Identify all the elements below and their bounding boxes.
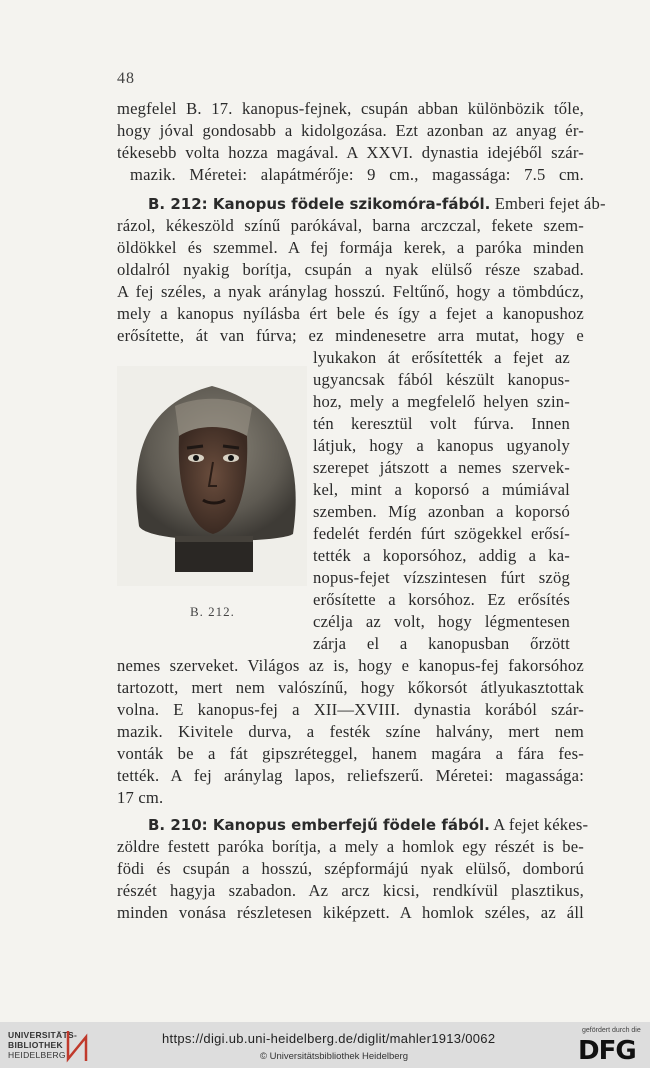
text-line: hogy jóval gondosabb a kidolgozása. Ezt azonban az anyag ér- (117, 121, 584, 140)
university-mark-icon (64, 1029, 90, 1063)
text-line: zöldre festett paróka borítja, a mely a homlok egy részét is be- (117, 837, 584, 856)
figure-caption: B. 212. (190, 604, 235, 619)
side-text-line: tették a koporsóhoz, addig a ka- (313, 546, 570, 565)
side-text-line: hoz, mely a megfelelő helyen szin- (313, 392, 570, 411)
text-line: mazik. Kivitele durva, a festék színe halvány, mert nem (117, 722, 584, 741)
logo-line-1: UNIVERSITÄTS- (8, 1030, 78, 1040)
text-line: mely a kanopus nyílásba ért bele és így a fejet a kanopushoz (117, 304, 584, 323)
text-line: öldökkel és szemmel. A fej formája kerek, a paróka minden (117, 238, 584, 257)
copyright-text: © Universitätsbibliothek Heidelberg (260, 1051, 408, 1062)
page-number: 48 (117, 70, 135, 87)
text-line: tették. A fej aránylag lapos, reliefszerű. Méretei: magassága: (117, 766, 584, 785)
side-text-line: czélja az volt, hogy légmentesen (313, 612, 570, 631)
side-text-line: erősítette a korsóhoz. Ez erősítés (313, 590, 570, 609)
side-text-line: fedelét ferdén fúrt szögekkel erősí- (313, 524, 570, 543)
entry-212-first-line (148, 193, 606, 215)
side-text-line: látjuk, hogy a kanopus ugyanoly (313, 436, 570, 455)
side-text-line: ugyancsak fából készült kanopus- (313, 370, 570, 389)
entry-212-heading: B. 212: Kanopus födele szikomóra-fából. (148, 195, 491, 213)
text-line: erősítette, át van fúrva; ez mindenesetre arra mutat, hogy e (117, 326, 584, 345)
side-text-line: tén keresztül volt fúrva. Innen (313, 414, 570, 433)
entry-210-first-line (148, 814, 589, 836)
canopic-head-photo (117, 366, 307, 586)
logo-line-2: BIBLIOTHEK (8, 1040, 63, 1050)
entry-212-first-rest: Emberi fejet áb- (490, 194, 606, 213)
text-line: rázol, kékeszöld színű parókával, barna arczczal, fekete szem- (117, 216, 584, 235)
text-line: minden vonása részletesen kiképzett. A homlok széles, az áll (117, 903, 584, 922)
side-text-line: zárja el a kanopusban őrzött (313, 634, 570, 653)
footer-bar (0, 1022, 650, 1068)
logo-line-3: HEIDELBERG (8, 1050, 66, 1060)
entry-210-heading: B. 210: Kanopus emberfejű födele fából. (148, 816, 490, 834)
text-line: megfelel B. 17. kanopus-fejnek, csupán abban különbözik tőle, (117, 99, 584, 118)
permalink-url[interactable]: https://digi.ub.uni-heidelberg.de/diglit/mahler1913/0062 (162, 1031, 496, 1046)
text-line: nemes szerveket. Világos az is, hogy e kanopus-fej fakorsóhoz (117, 656, 584, 675)
side-text-line: szerepet játszott a nemes szervek- (313, 458, 570, 477)
text-line: részét hagyja szabadon. Az arcz kicsi, rendkívül plasztikus, (117, 881, 584, 900)
side-text-line: nopus-fejet vízszintesen fúrt szög (313, 568, 570, 587)
side-text-line: szemben. Míg azonban a koporsó (313, 502, 570, 521)
text-line: vonták be a fát gipszréteggel, hanem magára a fára fes- (117, 744, 584, 763)
text-line: oldalról nyakig borítja, csupán a nyak elülső része szabad. (117, 260, 584, 279)
dfg-funded-label: gefördert durch die (582, 1027, 641, 1034)
dfg-logo: DFG (578, 1036, 636, 1066)
entry-210-first-rest: A fejet kékes- (489, 815, 589, 834)
side-text-line: kel, mint a koporsó a múmiával (313, 480, 570, 499)
text-line: volna. E kanopus-fej a XII—XVIII. dynastia korából szár- (117, 700, 584, 719)
text-line: mazik. Méretei: alapátmérője: 9 cm., magassága: 7.5 cm. (130, 165, 584, 184)
text-line: tartozott, mert nem valószínű, hogy kőkorsót átlyukasztottak (117, 678, 584, 697)
side-text-line: lyukakon át erősítették a fejet az (313, 348, 570, 367)
text-line: födi és csupán a hosszú, szépformájú nyak elülső, domború (117, 859, 584, 878)
canopic-head-illustration (117, 366, 307, 586)
text-line: A fej széles, a nyak aránylag hosszú. Feltűnő, hogy a tömbdúcz, (117, 282, 584, 301)
text-line: 17 cm. (117, 788, 164, 807)
text-line: tékesebb volta hozza magával. A XXVI. dynastia idejéből szár- (117, 143, 584, 162)
